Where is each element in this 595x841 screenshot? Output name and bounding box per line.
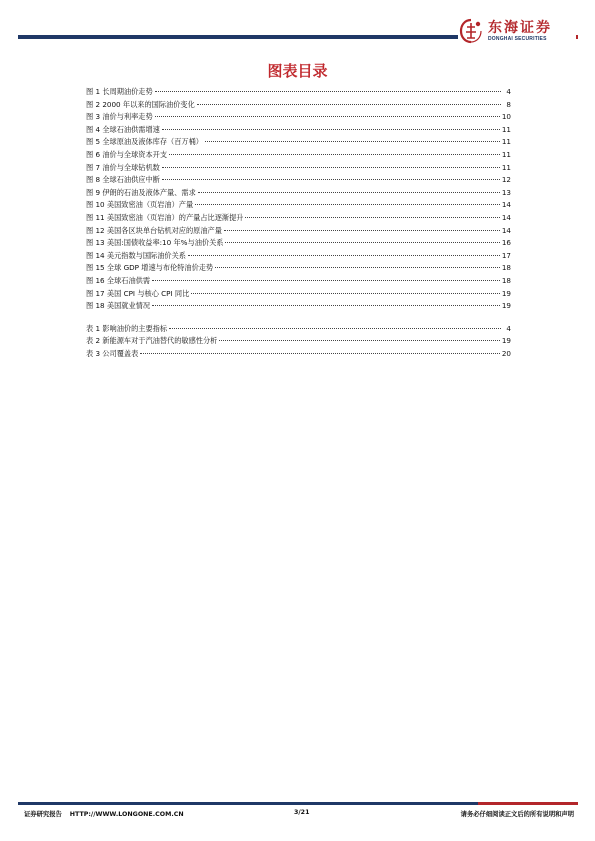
entry-label: 图 3 油价与利率走势 (86, 112, 153, 122)
entry-page-number: 19 (501, 288, 511, 298)
entry-page-number: 17 (501, 250, 511, 260)
dot-leader (225, 242, 499, 243)
tables-list (86, 323, 511, 361)
entry-label: 图 2 2000 年以来的国际油价变化 (86, 99, 195, 109)
entry-label: 图 14 美元指数与国际油价关系 (86, 250, 186, 260)
entry-label: 图 12 美国各区块单台钻机对应的原油产量 (86, 225, 222, 235)
entry-page-number: 14 (501, 225, 511, 235)
entry-page-number: 19 (501, 336, 511, 346)
dot-leader (169, 328, 501, 329)
entry-page-number: 19 (501, 301, 511, 311)
header-rule-navy (18, 35, 458, 39)
entry-page-number: 11 (501, 149, 511, 159)
dot-leader (191, 293, 500, 294)
footer-rule-red (478, 802, 578, 805)
donghai-logo-icon (458, 18, 484, 44)
entry-label: 表 2 新能源车对于汽油替代的敏感性分析 (86, 336, 218, 346)
figure-entry[interactable] (86, 275, 511, 288)
entry-label: 图 18 美国就业情况 (86, 301, 151, 311)
entry-label: 图 13 美国:国债收益率:10 年%与油价关系 (86, 238, 224, 248)
dot-leader (198, 192, 500, 193)
entry-page-number: 14 (501, 212, 511, 222)
figure-entry[interactable] (86, 136, 511, 149)
entry-page-number: 8 (506, 99, 511, 109)
entry-page-number: 20 (501, 348, 511, 358)
disclaimer-notice: 请务必仔细阅读正文后的所有说明和声明 (460, 811, 574, 818)
dot-leader (152, 280, 500, 281)
dot-leader (219, 340, 500, 341)
figure-entry[interactable] (86, 99, 511, 112)
table-entry[interactable] (86, 348, 511, 361)
figure-entry[interactable] (86, 250, 511, 263)
entry-page-number: 11 (501, 162, 511, 172)
dot-leader (195, 204, 500, 205)
dot-leader (152, 305, 500, 306)
figure-entry[interactable] (86, 300, 511, 313)
table-entry[interactable] (86, 335, 511, 348)
entry-label: 图 17 美国 CPI 与核心 CPI 同比 (86, 288, 190, 298)
entry-label: 图 10 美国致密油（页岩油）产量 (86, 200, 194, 210)
figure-entry[interactable] (86, 86, 511, 99)
footer-rule-navy (18, 802, 478, 805)
entry-page-number: 10 (501, 112, 511, 122)
dot-leader (245, 217, 499, 218)
figure-entry[interactable] (86, 212, 511, 225)
table-entry[interactable] (86, 323, 511, 336)
dot-leader (155, 91, 501, 92)
entry-label: 图 7 油价与全球钻机数 (86, 162, 160, 172)
entry-label: 图 1 长周期油价走势 (86, 87, 153, 96)
section-gap (86, 313, 511, 323)
entry-label: 图 4 全球石油供需增速 (86, 124, 160, 134)
logo-text (488, 21, 552, 42)
entry-page-number: 12 (501, 175, 511, 185)
entry-page-number: 11 (501, 124, 511, 134)
entry-label: 图 6 油价与全球资本开支 (86, 149, 168, 159)
entry-label: 图 8 全球石油供应中断 (86, 175, 160, 185)
entry-page-number: 13 (501, 187, 511, 197)
dot-leader (224, 230, 500, 231)
page-footer (24, 809, 574, 821)
figure-entry[interactable] (86, 111, 511, 124)
entry-page-number: 4 (506, 323, 511, 333)
entry-label: 表 3 公司覆盖表 (86, 348, 139, 358)
dot-leader (162, 179, 500, 180)
entry-label: 图 5 全球原油及液体库存（百万桶） (86, 137, 203, 147)
page-title: 图表目录 (267, 62, 328, 80)
dot-leader (162, 129, 500, 130)
website-link[interactable]: HTTP://WWW.LONGONE.COM.CN (69, 811, 184, 818)
entry-page-number: 16 (501, 238, 511, 248)
dot-leader (162, 167, 500, 168)
dot-leader (169, 154, 500, 155)
page-number: 3/21 (294, 809, 310, 816)
company-logo (458, 16, 576, 46)
figure-entry[interactable] (86, 288, 511, 301)
dot-leader (188, 255, 500, 256)
dot-leader (140, 353, 500, 354)
dot-leader (215, 267, 500, 268)
entry-label: 图 15 全球 GDP 增速与布伦特油价走势 (86, 263, 214, 273)
figure-entry[interactable] (86, 162, 511, 175)
logo-chinese-name: 东海证券 (488, 19, 552, 36)
figure-table-of-contents (86, 86, 511, 360)
entry-page-number: 18 (501, 275, 511, 285)
logo-english-name: DONGHAI SECURITIES (488, 35, 547, 42)
dot-leader (197, 104, 501, 105)
figure-entry[interactable] (86, 262, 511, 275)
dot-leader (205, 141, 500, 142)
entry-page-number: 14 (501, 200, 511, 210)
figure-entry[interactable] (86, 199, 511, 212)
entry-page-number: 18 (501, 263, 511, 273)
entry-label: 图 11 美国致密油（页岩油）的产量占比逐渐提升 (86, 212, 244, 222)
dot-leader (155, 116, 500, 117)
figure-entry[interactable] (86, 174, 511, 187)
figure-entry[interactable] (86, 237, 511, 250)
entry-label: 表 1 影响油价的主要指标 (86, 323, 168, 333)
figure-entry[interactable] (86, 149, 511, 162)
figures-list (86, 86, 511, 313)
entry-page-number: 4 (506, 87, 511, 96)
entry-label: 图 16 全球石油供需 (86, 275, 151, 285)
figure-entry[interactable] (86, 124, 511, 137)
entry-page-number: 11 (501, 137, 511, 147)
figure-entry[interactable] (86, 187, 511, 200)
figure-entry[interactable] (86, 225, 511, 238)
footer-left (24, 809, 184, 818)
entry-label: 图 9 伊朗的石油及液体产量、需求 (86, 187, 196, 197)
report-type-label: 证券研究报告 (24, 811, 62, 818)
